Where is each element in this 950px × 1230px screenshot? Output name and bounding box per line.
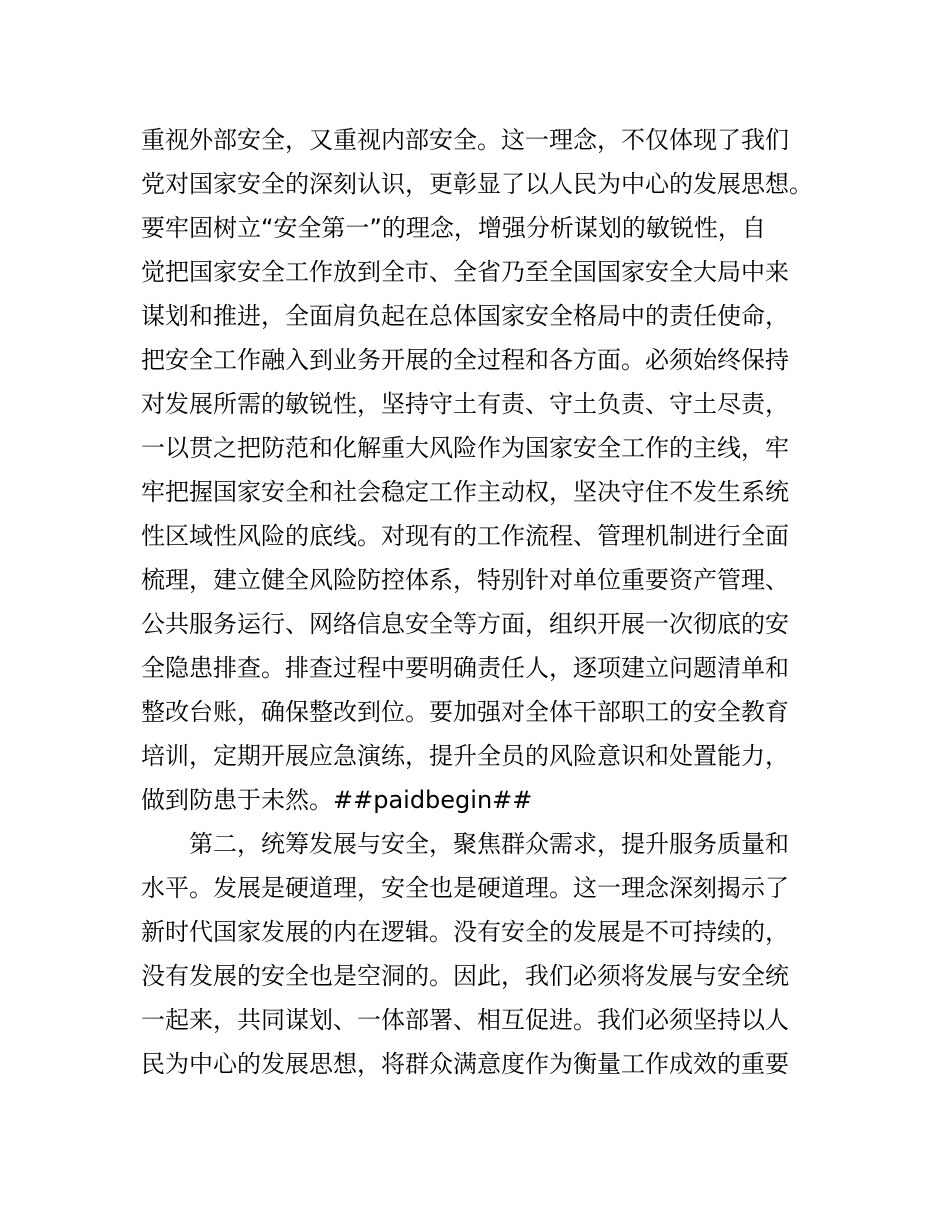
text-line: 觉把国家安全工作放到全市、全省乃至全国国家安全大局中来 [141, 258, 789, 286]
text-line: 做到防患于未然。##paidbegin## [141, 786, 533, 814]
text-line: 水平。发展是硬道理，安全也是硬道理。这一理念深刻揭示了 [141, 874, 789, 902]
text-line: 对发展所需的敏锐性，坚持守土有责、守土负责、守土尽责， [141, 390, 789, 418]
text-line: 民为中心的发展思想，将群众满意度作为衡量工作成效的重要 [141, 1050, 789, 1078]
text-line: 新时代国家发展的内在逻辑。没有安全的发展是不可持续的， [141, 918, 789, 946]
text-line: 梳理，建立健全风险防控体系，特别针对单位重要资产管理、 [141, 566, 789, 594]
text-line: 公共服务运行、网络信息安全等方面，组织开展一次彻底的安 [141, 610, 789, 638]
text-line: 牢把握国家安全和社会稳定工作主动权，坚决守住不发生系统 [141, 478, 789, 506]
text-line: 一以贯之把防范和化解重大风险作为国家安全工作的主线，牢 [141, 434, 789, 462]
text-line: 重视外部安全，又重视内部安全。这一理念，不仅体现了我们 [141, 126, 789, 154]
text-line: 一起来，共同谋划、一体部署、相互促进。我们必须坚持以人 [141, 1006, 789, 1034]
text-line: 性区域性风险的底线。对现有的工作流程、管理机制进行全面 [141, 522, 789, 550]
text-line: 党对国家安全的深刻认识，更彰显了以人民为中心的发展思想。 [141, 170, 813, 198]
text-line: 把安全工作融入到业务开展的全过程和各方面。必须始终保持 [141, 346, 789, 374]
text-line: 第二，统筹发展与安全，聚焦群众需求，提升服务质量和 [141, 830, 789, 858]
text-line: 要牢固树立“安全第一”的理念，增强分析谋划的敏锐性，自 [141, 214, 766, 242]
text-line: 培训，定期开展应急演练，提升全员的风险意识和处置能力， [141, 742, 789, 770]
text-line: 整改台账，确保整改到位。要加强对全体干部职工的安全教育 [141, 698, 789, 726]
text-line: 全隐患排查。排查过程中要明确责任人，逐项建立问题清单和 [141, 654, 789, 682]
text-line: 没有发展的安全也是空洞的。因此，我们必须将发展与安全统 [141, 962, 789, 990]
text-line: 谋划和推进，全面肩负起在总体国家安全格局中的责任使命， [141, 302, 789, 330]
